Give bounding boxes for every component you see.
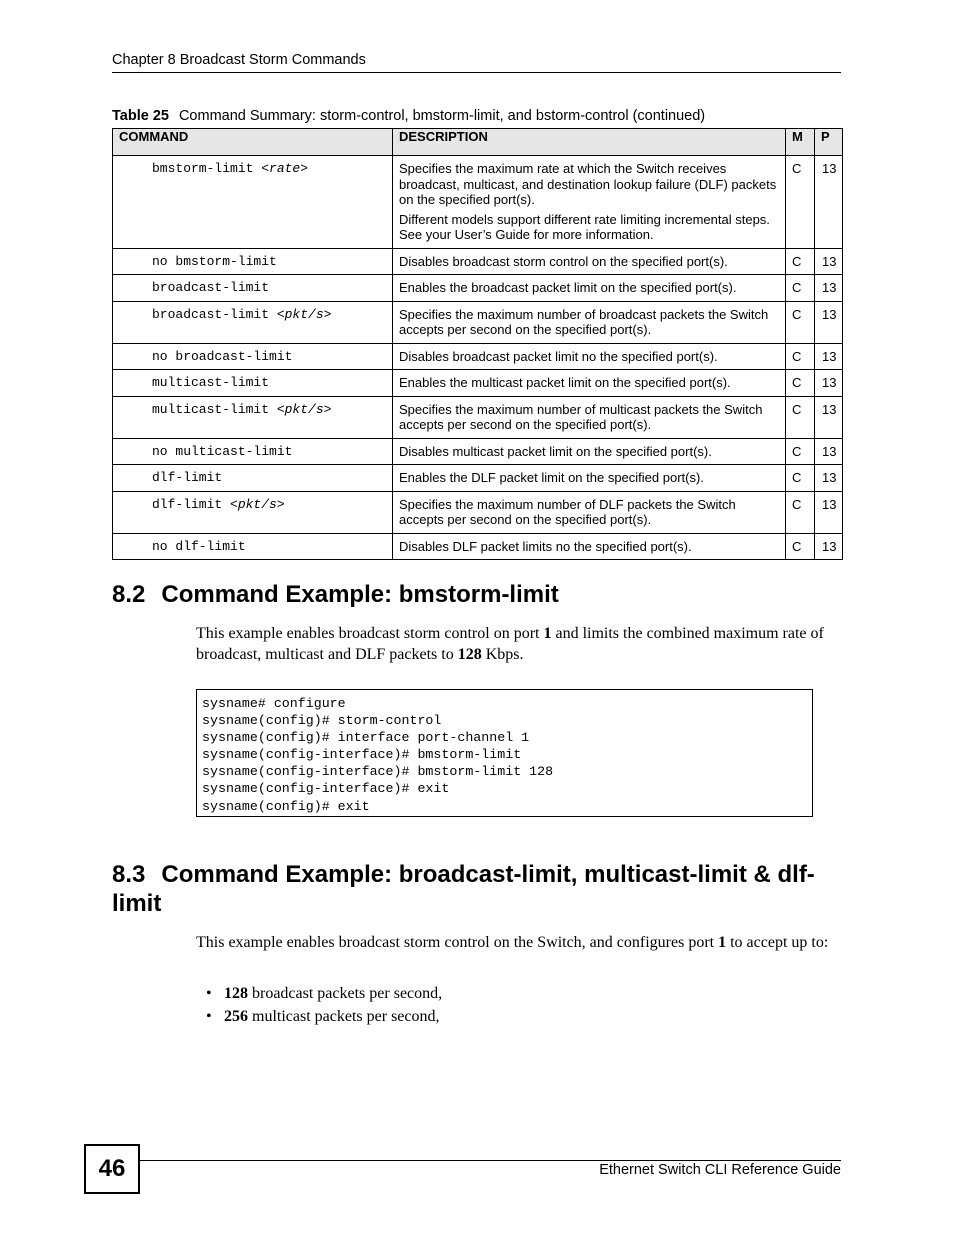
- command-text: dlf-limit: [152, 496, 231, 512]
- command-cell: [113, 396, 393, 438]
- table-row: [113, 465, 843, 492]
- code-line: sysname(config-interface)# exit: [202, 781, 450, 797]
- section-title: Command Example: bmstorm-limit: [161, 581, 559, 608]
- mode-cell: C: [786, 438, 815, 465]
- description-cell: [393, 491, 786, 533]
- table-header-row: [113, 129, 843, 156]
- command-argument: <pkt/s>: [276, 306, 332, 322]
- mode-cell: C: [786, 275, 815, 302]
- command-cell: [113, 465, 393, 492]
- command-text: no dlf-limit: [152, 538, 246, 554]
- table-row: [113, 491, 843, 533]
- mode-cell: C: [786, 370, 815, 397]
- command-cell: [113, 491, 393, 533]
- command-text: broadcast-limit: [152, 280, 270, 295]
- command-text: bmstorm-limit: [152, 161, 262, 176]
- table-row: [113, 370, 843, 397]
- description-text: Specifies the maximum rate at which the Switch receives broadcast, multicast, and destination lookup failure (DLF) packets on the specified port(s).: [399, 161, 777, 207]
- code-line: sysname(config-interface)# bmstorm-limit 128: [202, 764, 554, 780]
- section-8-2-paragraph: [196, 623, 836, 665]
- section-title: Command Example: broadcast-limit, multicast-limit & dlf-limit: [112, 861, 815, 917]
- code-line: sysname(config)# interface port-channel 1: [202, 730, 530, 746]
- privilege-cell: 13: [815, 533, 843, 560]
- description-text: Specifies the maximum number of multicast packets the Switch accepts per second on the specified port(s).: [399, 401, 763, 432]
- table-body: [113, 156, 843, 560]
- mode-cell: C: [786, 396, 815, 438]
- table-row: [113, 301, 843, 343]
- command-cell: [113, 275, 393, 302]
- para-text: and limits the combined maximum rate of broadcast, multicast and DLF packets to: [196, 625, 824, 663]
- command-summary-table: [112, 128, 843, 560]
- description-cell: [393, 343, 786, 370]
- description-text: Enables the DLF packet limit on the specified port(s).: [399, 470, 704, 485]
- section-number: 8.3: [112, 861, 146, 888]
- command-cell: [113, 343, 393, 370]
- col-header-command: COMMAND: [113, 129, 393, 156]
- command-text: no multicast-limit: [152, 443, 293, 459]
- command-text: no broadcast-limit: [152, 348, 293, 364]
- command-text: no bmstorm-limit: [152, 253, 277, 269]
- command-cell: [113, 156, 393, 249]
- table-row: [113, 275, 843, 302]
- command-text: multicast-limit: [152, 401, 277, 417]
- bullet-value: 128: [224, 985, 248, 1002]
- description-text: Disables broadcast storm control on the specified port(s).: [399, 253, 728, 269]
- privilege-cell: 13: [815, 343, 843, 370]
- description-text: Specifies the maximum number of broadcast packets the Switch accepts per second on the specified port(s).: [399, 306, 769, 337]
- section-number: 8.2: [112, 581, 146, 608]
- mode-cell: C: [786, 248, 815, 275]
- mode-cell: C: [786, 533, 815, 560]
- table-caption-text: Command Summary: storm-control, bmstorm-limit, and bstorm-control (continued): [178, 108, 706, 124]
- table-row: [113, 343, 843, 370]
- privilege-cell: 13: [815, 396, 843, 438]
- para-bold-rate: 128: [457, 646, 482, 663]
- mode-cell: C: [786, 465, 815, 492]
- description-text: Specifies the maximum number of DLF packets the Switch accepts per second on the specified port(s).: [399, 496, 736, 527]
- command-cell: [113, 533, 393, 560]
- description-cell: [393, 301, 786, 343]
- description-text: Different models support different rate limiting incremental steps. See your User’s Guide for more information.: [399, 211, 770, 242]
- bullet-text: multicast packets per second,: [248, 1008, 440, 1025]
- col-header-description: DESCRIPTION: [393, 129, 786, 156]
- description-text: Disables multicast packet limit on the specified port(s).: [399, 443, 712, 459]
- command-cell: [113, 248, 393, 275]
- bullet-icon: •: [206, 985, 212, 1002]
- privilege-cell: 13: [815, 275, 843, 302]
- description-text: Enables the multicast packet limit on the specified port(s).: [399, 375, 731, 390]
- command-cell: [113, 438, 393, 465]
- bullet-value: 256: [224, 1008, 248, 1025]
- description-cell: [393, 465, 786, 492]
- para-text: This example enables broadcast storm control on the Switch, and configures port: [196, 934, 719, 951]
- table-row: [113, 248, 843, 275]
- privilege-cell: 13: [815, 465, 843, 492]
- code-line: sysname(config)# exit: [202, 798, 370, 814]
- privilege-cell: 13: [815, 156, 843, 249]
- command-text: multicast-limit: [152, 375, 270, 390]
- privilege-cell: 13: [815, 438, 843, 465]
- description-cell: [393, 438, 786, 465]
- table-row: [113, 438, 843, 465]
- para-bold-port: 1: [543, 625, 552, 642]
- list-item: [206, 982, 442, 1005]
- table-row: [113, 156, 843, 249]
- mode-cell: C: [786, 301, 815, 343]
- section-8-3-paragraph: [196, 932, 836, 953]
- running-header: Chapter 8 Broadcast Storm Commands: [112, 52, 366, 68]
- table-caption: [112, 108, 705, 124]
- table-row: [113, 533, 843, 560]
- para-text: to accept up to:: [726, 934, 829, 951]
- description-text: Disables DLF packet limits no the specified port(s).: [399, 538, 692, 554]
- description-cell: [393, 533, 786, 560]
- description-cell: [393, 370, 786, 397]
- bullet-text: broadcast packets per second,: [248, 985, 443, 1002]
- command-text: broadcast-limit: [152, 306, 277, 322]
- code-line: sysname(config)# storm-control: [202, 713, 442, 729]
- privilege-cell: 13: [815, 301, 843, 343]
- section-heading-8-3: [112, 860, 852, 918]
- table-row: [113, 396, 843, 438]
- description-cell: [393, 396, 786, 438]
- mode-cell: C: [786, 343, 815, 370]
- description-cell: [393, 248, 786, 275]
- command-argument: <pkt/s>: [276, 401, 332, 417]
- command-argument: <pkt/s>: [230, 496, 285, 512]
- privilege-cell: 13: [815, 248, 843, 275]
- footer-guide-title: Ethernet Switch CLI Reference Guide: [599, 1162, 841, 1178]
- command-cell: [113, 370, 393, 397]
- para-text: This example enables broadcast storm control on port: [196, 625, 544, 642]
- code-line: sysname(config-interface)# bmstorm-limit: [202, 747, 522, 763]
- rate-bullet-list: [206, 982, 442, 1028]
- footer-rule: [140, 1160, 841, 1161]
- command-cell: [113, 301, 393, 343]
- privilege-cell: 13: [815, 491, 843, 533]
- description-text: Enables the broadcast packet limit on the specified port(s).: [399, 280, 737, 295]
- bullet-icon: •: [206, 1008, 212, 1025]
- list-item: [206, 1005, 442, 1028]
- description-cell: [393, 275, 786, 302]
- description-text: Disables broadcast packet limit no the specified port(s).: [399, 348, 718, 364]
- mode-cell: C: [786, 156, 815, 249]
- col-header-p: P: [815, 129, 843, 156]
- command-argument: <rate>: [261, 161, 309, 176]
- header-rule: [112, 72, 841, 73]
- privilege-cell: 13: [815, 370, 843, 397]
- mode-cell: C: [786, 491, 815, 533]
- page-number: 46: [84, 1144, 140, 1194]
- section-heading-8-2: [112, 580, 559, 609]
- code-example-box: [196, 689, 813, 817]
- command-text: dlf-limit: [152, 470, 223, 485]
- col-header-m: M: [786, 129, 815, 156]
- code-line: sysname# configure: [202, 696, 346, 711]
- table-label: Table 25: [112, 108, 169, 124]
- description-cell: [393, 156, 786, 249]
- para-text: Kbps.: [481, 646, 524, 663]
- para-bold-port: 1: [718, 934, 727, 951]
